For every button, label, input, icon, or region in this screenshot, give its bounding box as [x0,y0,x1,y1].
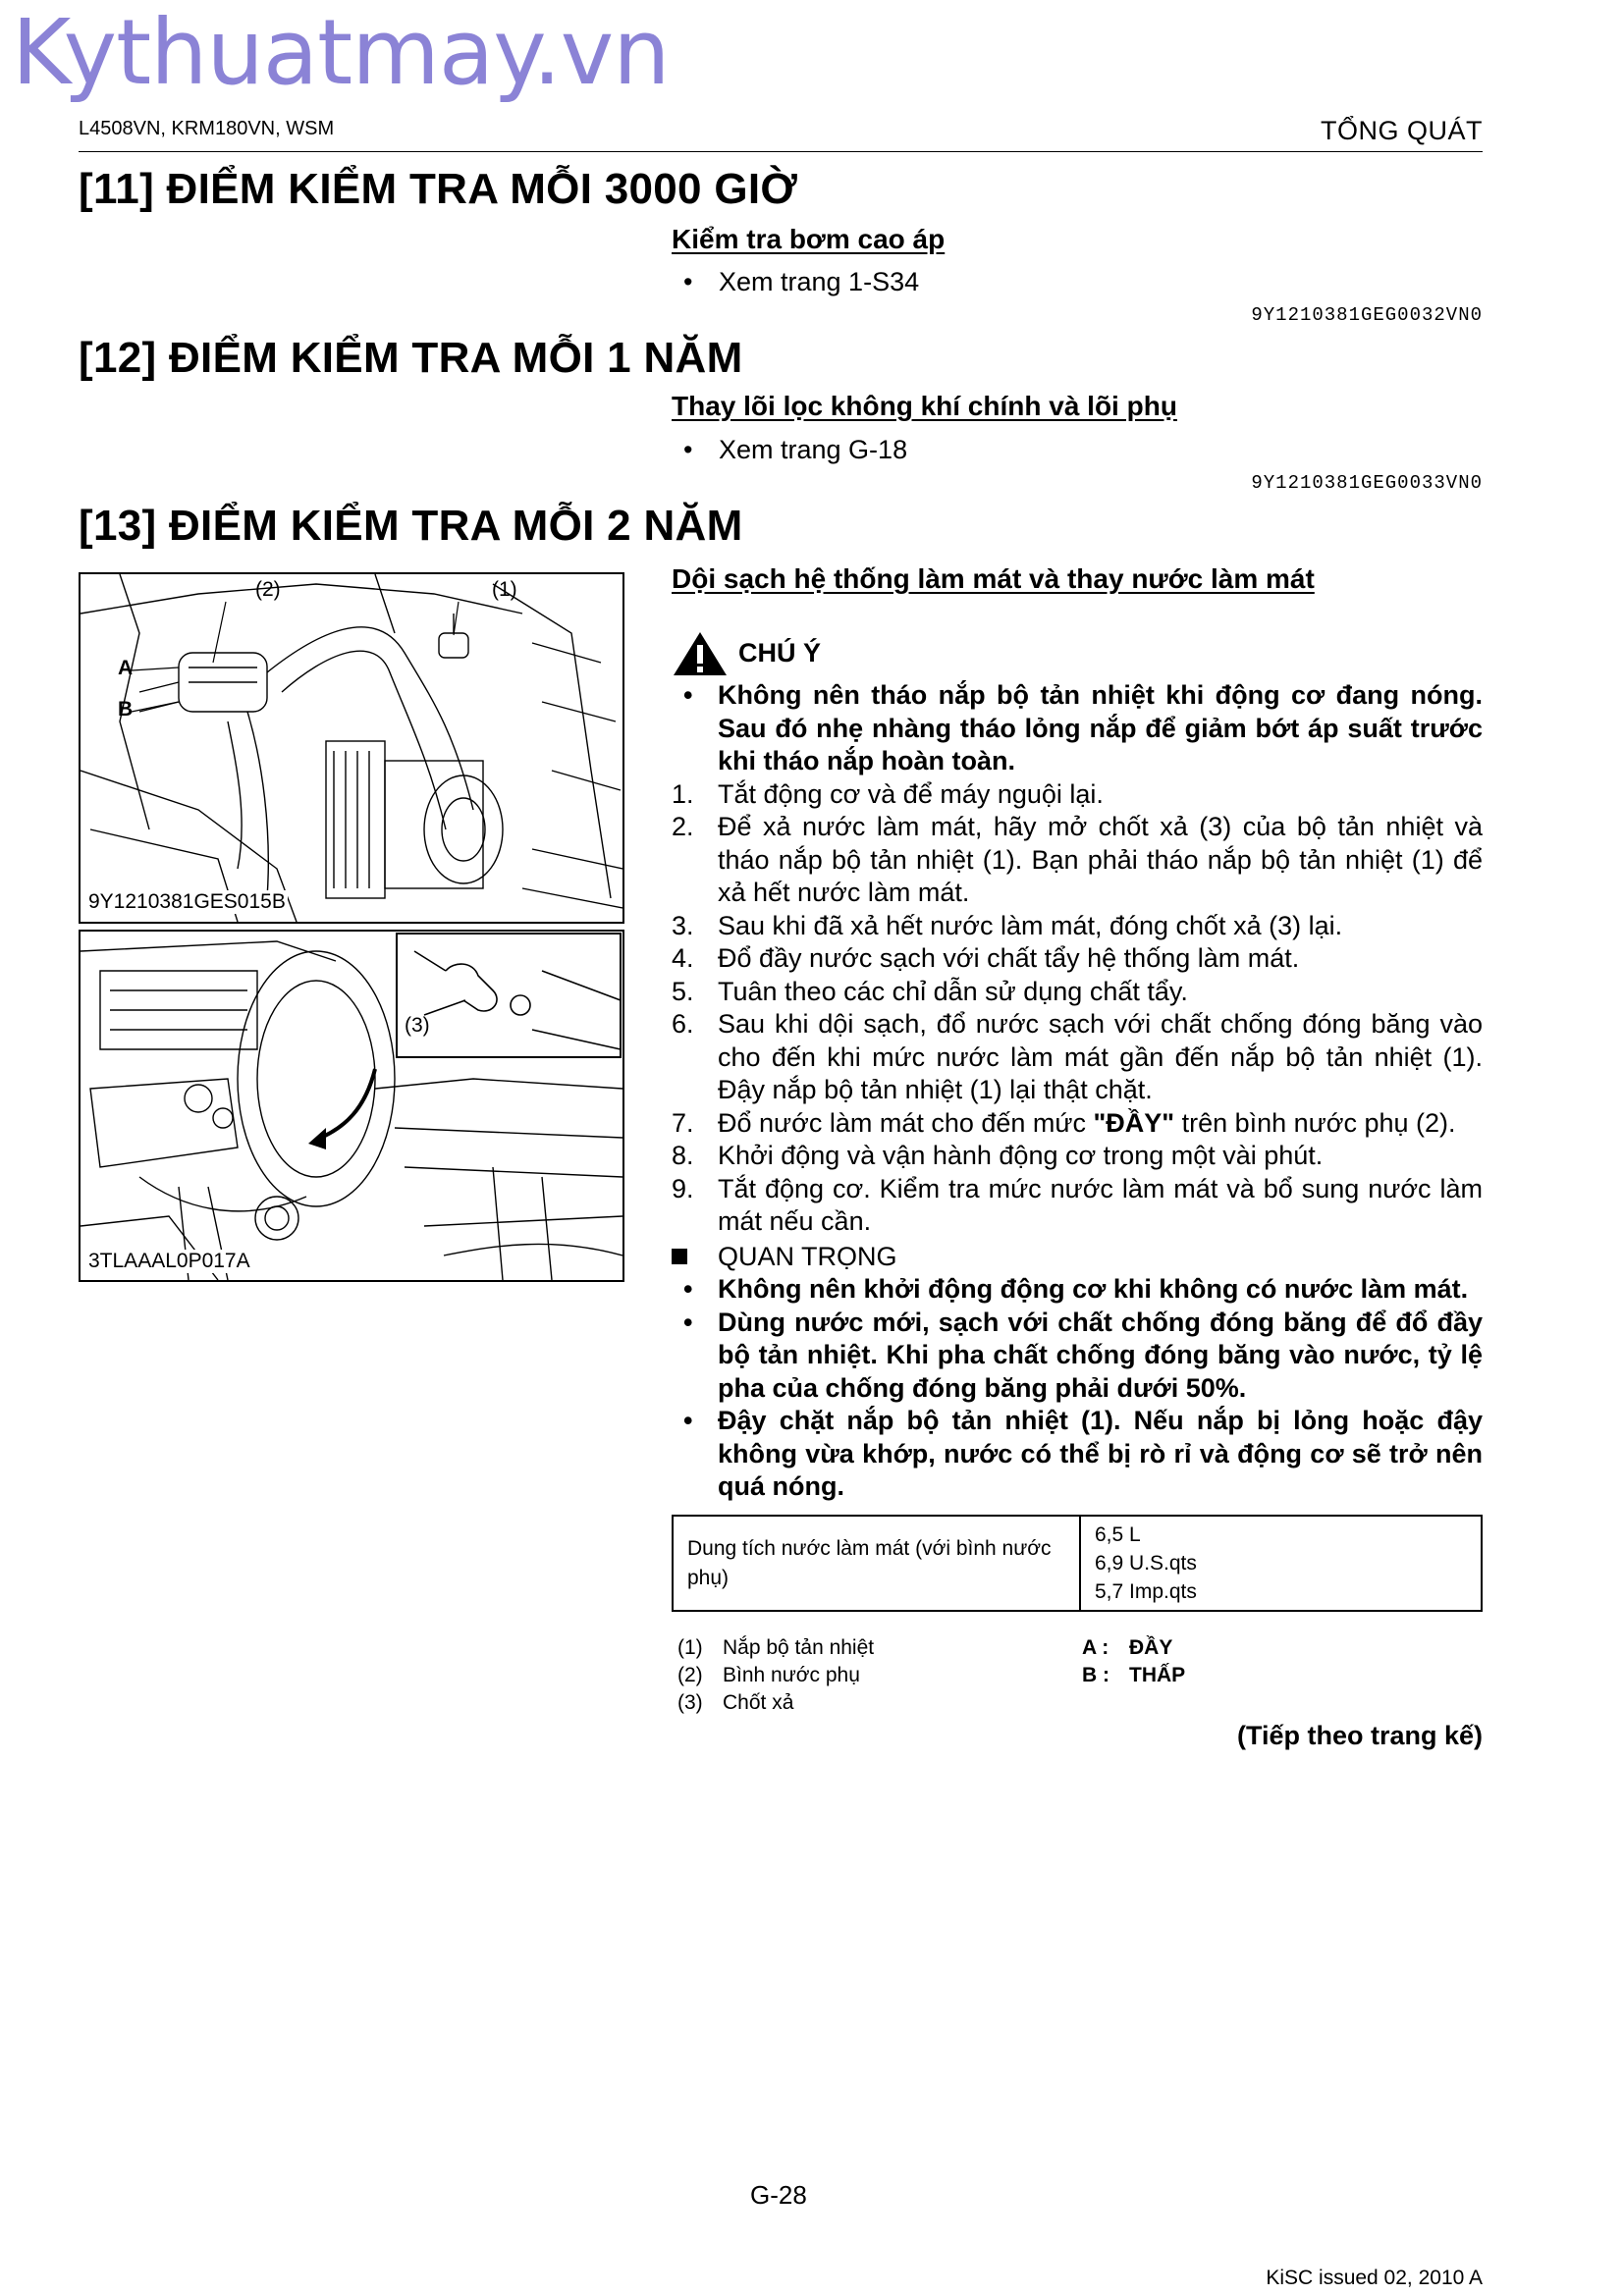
spec-label: Dung tích nước làm mát (với bình nước phụ) [673,1516,1080,1611]
spec-values [1080,1516,1482,1611]
spec-value: 6,5 L [1095,1523,1141,1546]
step-2: 2. Để xả nước làm mát, hãy mở chốt xả (3) của bộ tản nhiệt và tháo nắp bộ tản nhiệt (1). Bạn phải tháo nắp bộ tản nhiệt (1) để xả hết nước làm mát. [672,811,1483,910]
caution-text: Không nên tháo nắp bộ tản nhiệt khi động cơ đang nóng. Sau đó nhẹ nhàng tháo lỏng nắp để giảm bớt áp suất trước khi tháo nắp hoàn toàn. [718,680,1483,775]
continued-note: (Tiếp theo trang kế) [1236,1721,1483,1750]
step-text: Sau khi dội sạch, đổ nước sạch với chất chống đóng băng vào cho đến khi mức nước làm mát gần đến nắp bộ tản nhiệt (1). Đậy nắp bộ tản nhiệt (1) lại thật chặt. [718,1009,1483,1104]
step-7-pre: Đổ nước làm mát cho đến mức [718,1107,1094,1138]
figure-radiator [79,572,624,924]
step-7-post: trên bình nước phụ (2). [1174,1107,1456,1138]
legend-text: Bình nước phụ [723,1664,860,1686]
warning-triangle-icon [672,630,729,677]
legend-key: B : [1082,1664,1109,1686]
section-subtitle-11: Kiểm tra bơm cao áp [672,224,946,254]
step-1: 1. Tắt động cơ và để máy nguội lại. [672,778,1483,812]
step-3: 3. Sau khi đã xả hết nước làm mát, đóng chốt xả (3) lại. [672,910,1483,943]
section-code-12: 9Y1210381GEG0033VN0 [1251,472,1483,494]
legend-num: (2) [677,1664,703,1686]
watermark: Kythuatmay.vn [12,0,670,105]
important-label: QUAN TRỌNG [718,1241,897,1271]
legend-letters [1082,1634,1185,1689]
figure-drain-cock [79,930,624,1282]
figure-label-b: B [118,698,134,721]
figure-id-top: 9Y1210381GES015B [88,890,286,913]
figure-callout-1: (1) [492,578,517,601]
step-text: Tắt động cơ và để máy nguội lại. [718,778,1104,809]
caution-heading [672,630,1483,677]
figure-callout-2: (2) [255,578,281,601]
section-title-13: [13] ĐIỂM KIỂM TRA MỖI 2 NĂM [79,502,743,550]
legend-numbers [677,1634,874,1717]
section-subtitle-13: Dội sạch hệ thống làm mát và thay nước làm mát [672,563,1315,594]
step-text: Tắt động cơ. Kiểm tra mức nước làm mát và bổ sung nước làm mát nếu cần. [718,1173,1483,1236]
header-rule [79,151,1483,152]
step-7-bold: "ĐẦY" [1093,1107,1175,1138]
step-7: 7. Đổ nước làm mát cho đến mức "ĐẦY" trên bình nước phụ (2). [672,1107,1456,1138]
procedure-column [672,630,1483,1504]
spec-value: 5,7 Imp.qts [1095,1580,1197,1603]
caution-item: • Không nên tháo nắp bộ tản nhiệt khi động cơ đang nóng. Sau đó nhẹ nhàng tháo lỏng nắp để giảm bớt áp suất trước khi tháo nắp hoàn toàn. [672,679,1483,778]
caution-label: CHÚ Ý [738,638,822,668]
important-text: Dùng nước mới, sạch với chất chống đóng băng để đổ đầy bộ tản nhiệt. Khi pha chất chống đóng băng vào nước, tỷ lệ pha của chống đóng băng phải dưới 50%. [718,1307,1483,1403]
step-text: Đổ đầy nước sạch với chất tẩy hệ thống làm mát. [718,943,1300,973]
step-5: 5. Tuân theo các chỉ dẫn sử dụng chất tẩy. [672,976,1483,1009]
radiator-illustration [81,574,622,922]
step-9: 9. Tắt động cơ. Kiểm tra mức nước làm mát và bổ sung nước làm mát nếu cần. [672,1173,1483,1239]
legend-item [1082,1662,1185,1689]
section-subtitle-12: Thay lõi lọc không khí chính và lõi phụ [672,391,1177,421]
legend-text: Chốt xả [723,1691,794,1714]
table-row [673,1516,1482,1611]
section-title-11: [11] ĐIỂM KIỂM TRA MỖI 3000 GIỜ [79,165,798,213]
square-bullet-icon [672,1249,687,1264]
section-ref-11: • Xem trang 1-S34 [683,267,920,296]
section-title-12: [12] ĐIỂM KIỂM TRA MỖI 1 NĂM [79,334,743,382]
legend-item [1082,1634,1185,1662]
legend-item [677,1634,874,1662]
important-item: • Không nên khởi động động cơ khi không có nước làm mát. [672,1273,1483,1307]
important-heading [672,1241,1483,1274]
step-6: 6. Sau khi dội sạch, đổ nước sạch với chất chống đóng băng vào cho đến khi mức nước làm mát gần đến nắp bộ tản nhiệt (1). Đậy nắp bộ tản nhiệt (1) lại thật chặt. [672,1008,1483,1107]
step-text: Để xả nước làm mát, hãy mở chốt xả (3) của bộ tản nhiệt và tháo nắp bộ tản nhiệt (1). Bạn phải tháo nắp bộ tản nhiệt (1) để xả hết nước làm mát. [718,812,1483,907]
coolant-capacity-table [672,1515,1483,1612]
legend-text: ĐẦY [1129,1636,1173,1659]
ref-text: Xem trang 1-S34 [719,267,920,296]
step-text: Sau khi đã xả hết nước làm mát, đóng chốt xả (3) lại. [718,910,1343,940]
legend-text: Nắp bộ tản nhiệt [723,1636,875,1659]
ref-text: Xem trang G-18 [719,435,908,464]
legend-num: (3) [677,1691,703,1714]
header-section: TỔNG QUÁT [1321,116,1483,145]
figure-id-bottom: 3TLAAAL0P017A [88,1250,250,1272]
page-number: G-28 [750,2180,807,2210]
drain-cock-illustration [81,932,622,1280]
step-4: 4. Đổ đầy nước sạch với chất tẩy hệ thống làm mát. [672,942,1483,976]
legend-key: A : [1082,1636,1109,1659]
legend-text: THẤP [1129,1664,1186,1686]
section-ref-12: • Xem trang G-18 [683,435,908,464]
spec-value: 6,9 U.S.qts [1095,1552,1197,1575]
step-8: 8. Khởi động và vận hành động cơ trong một vài phút. [672,1140,1483,1173]
step-text: Khởi động và vận hành động cơ trong một vài phút. [718,1141,1324,1170]
section-code-11: 9Y1210381GEG0032VN0 [1251,304,1483,326]
step-text: Tuân theo các chỉ dẫn sử dụng chất tẩy. [718,976,1188,1006]
legend-item [677,1662,874,1689]
important-item: • Đậy chặt nắp bộ tản nhiệt (1). Nếu nắp bị lỏng hoặc đậy không vừa khớp, nước có thể bị rò rỉ và động cơ sẽ trở nên quá nóng. [672,1405,1483,1504]
header-models: L4508VN, KRM180VN, WSM [79,118,335,139]
legend-num: (1) [677,1636,703,1659]
important-text: Không nên khởi động động cơ khi không có nước làm mát. [718,1274,1469,1304]
figure-callout-3: (3) [405,1014,430,1037]
important-text: Đậy chặt nắp bộ tản nhiệt (1). Nếu nắp bị lỏng hoặc đậy không vừa khớp, nước có thể bị rò rỉ và động cơ sẽ trở nên quá nóng. [718,1406,1483,1501]
figure-label-a: A [118,657,134,679]
legend-item [677,1689,874,1717]
issued-note: KiSC issued 02, 2010 A [1266,2267,1483,2289]
important-item: • Dùng nước mới, sạch với chất chống đóng băng để đổ đầy bộ tản nhiệt. Khi pha chất chống đóng băng vào nước, tỷ lệ pha của chống đóng băng phải dưới 50%. [672,1307,1483,1406]
